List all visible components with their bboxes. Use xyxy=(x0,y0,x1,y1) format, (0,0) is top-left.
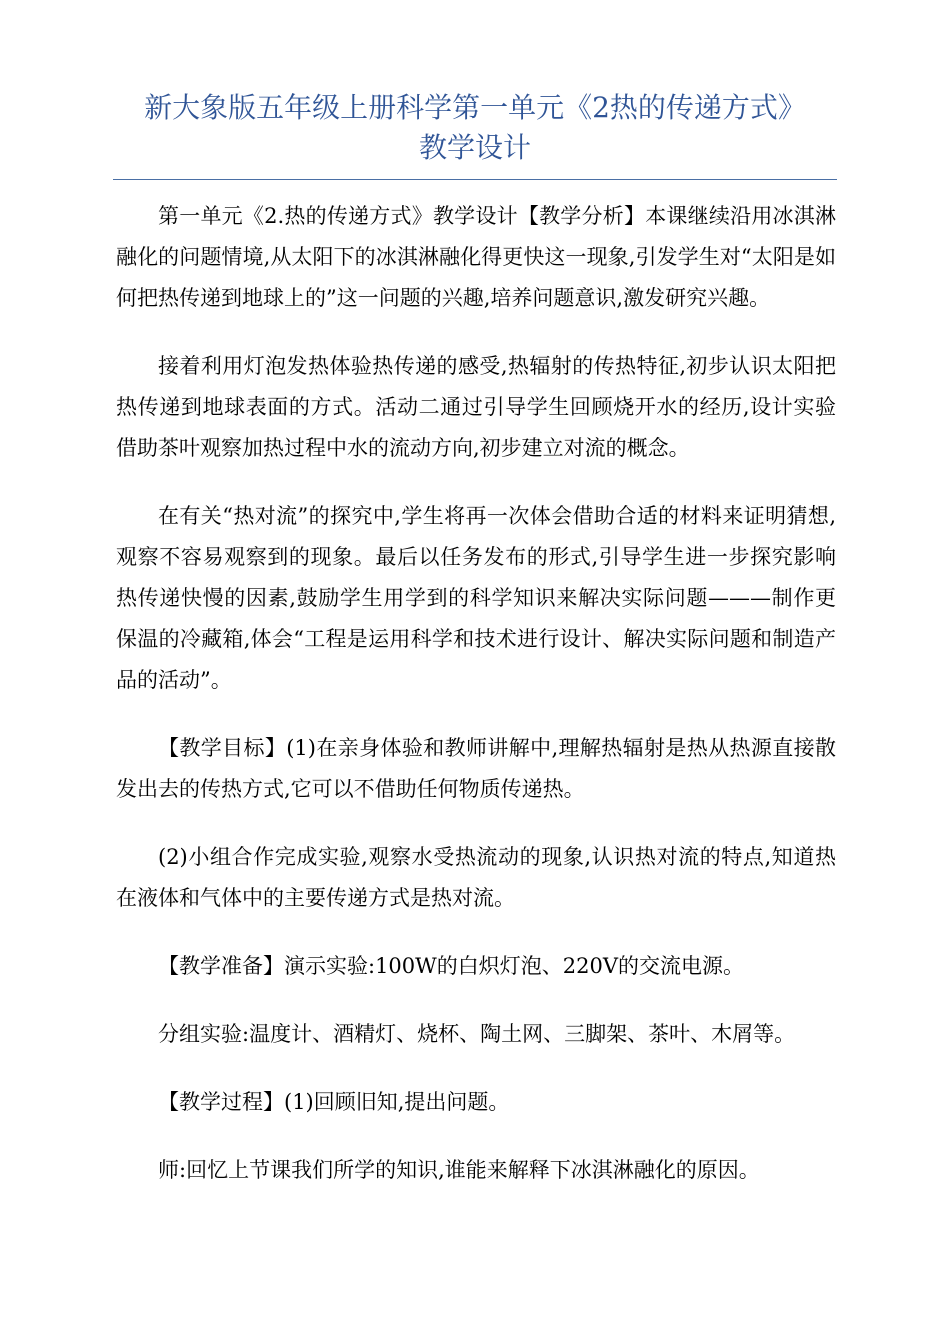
title-line-1: 新大象版五年级上册科学第一单元《2热的传递方式》 xyxy=(144,91,806,124)
paragraph-3: 在有关“热对流”的探究中,学生将再一次体会借助合适的材料来证明猜想,观察不容易观察到的现象。最后以任务发布的形式,引导学生进一步探究影响热传递快慢的因素,鼓励学生用学到的科学知识来解决实际问题———制作更保温的冷藏箱,体会“工程是运用科学和技术进行设计、解决实际问题和制造产品的活动”。 xyxy=(116,504,836,692)
paragraph-teacher-question: 师:回忆上节课我们所学的知识,谁能来解释下冰淇淋融化的原因。 xyxy=(158,1158,760,1182)
paragraph-teaching-process: 【教学过程】(1)回顾旧知,提出问题。 xyxy=(158,1090,510,1114)
paragraph-1: 第一单元《2.热的传递方式》教学设计【教学分析】本课继续沿用冰淇淋融化的问题情境,从太阳下的冰淇淋融化得更快这一现象,引发学生对“太阳是如何把热传递到地球上的”这一问题的兴趣,培养问题意识,激发研究兴趣。 xyxy=(116,204,836,310)
paragraph-goal-2: (2)小组合作完成实验,观察水受热流动的现象,认识热对流的特点,知道热在液体和气体中的主要传递方式是热对流。 xyxy=(116,845,836,910)
paragraph-group-experiment: 分组实验:温度计、酒精灯、烧杯、陶土网、三脚架、茶叶、木屑等。 xyxy=(158,1022,796,1046)
document-title xyxy=(100,88,850,168)
title-line-2: 教学设计 xyxy=(418,131,531,164)
paragraph-teaching-goals: 【教学目标】(1)在亲身体验和教师讲解中,理解热辐射是热从热源直接散发出去的传热方式,它可以不借助任何物质传递热。 xyxy=(116,736,836,801)
paragraph-2: 接着利用灯泡发热体验热传递的感受,热辐射的传热特征,初步认识太阳把热传递到地球表面的方式。活动二通过引导学生回顾烧开水的经历,设计实验借助茶叶观察加热过程中水的流动方向,初步建立对流的概念。 xyxy=(116,354,836,460)
title-divider xyxy=(113,179,837,180)
paragraph-teaching-prep: 【教学准备】演示实验:100W的白炽灯泡、220V的交流电源。 xyxy=(158,954,744,978)
document-body xyxy=(116,196,836,1218)
